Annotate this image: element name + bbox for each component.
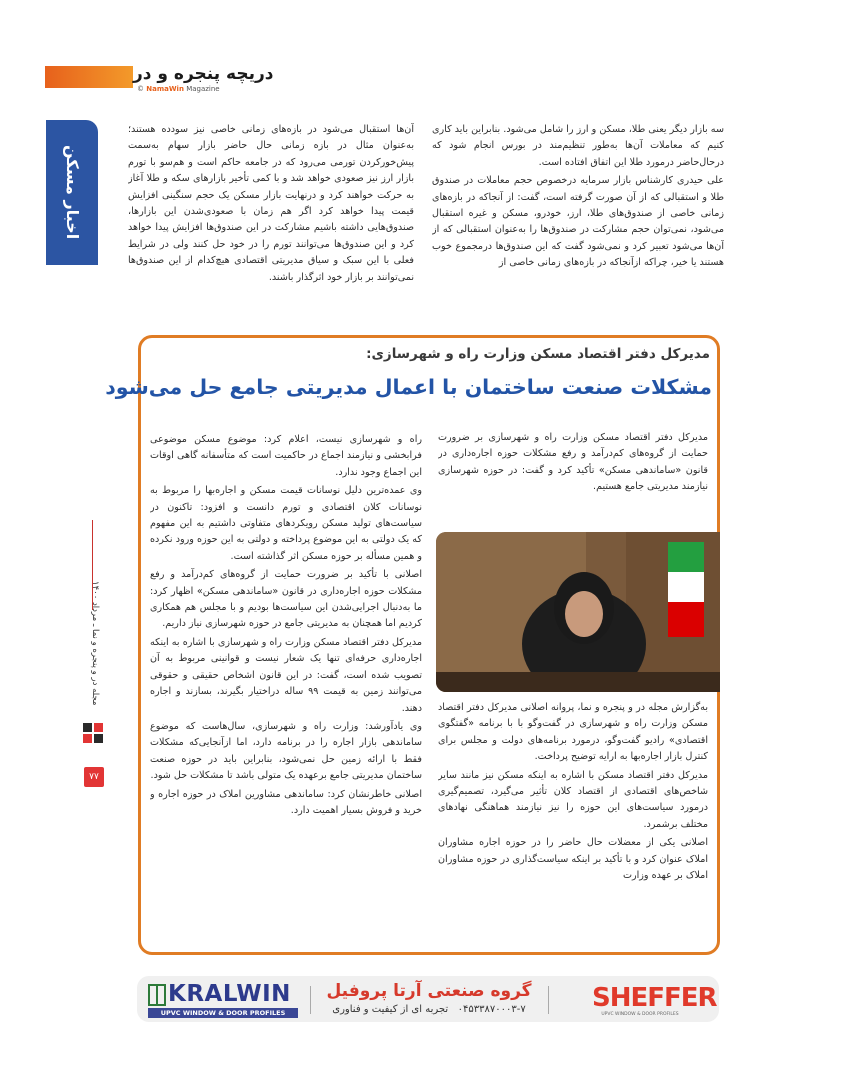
section-tab-label: اخبار مسکن xyxy=(63,145,82,240)
sheffer-ad[interactable] xyxy=(592,983,717,1017)
kralwin-tagline: UPVC WINDOW & DOOR PROFILES xyxy=(148,1008,298,1018)
paragraph: علی حیدری کارشناس بازار سرمایه درخصوص حجم معاملات در صندوق طلا و استقبالی که از آن صورت گرفته است، گفت: از آنجاکه در بازه‌های زمانی خاصی از صندوق‌های طلا، ارز، خودرو، مسکن و غیره استقبال می‌شود، نمی‌توان حجم مشارکت در صندوق‌ها را به‌عنوان استقبالی که از آن‌ها می‌شود تعبیر کرد و نمی‌شود گفت که این صندوق‌ها درمجموع خوب هستند یا خیر، چراکه ازآنجاکه در بازه‌های زمانی خاصی از xyxy=(432,175,724,269)
arta-slogan: تجربه ای از کیفیت و فناوری xyxy=(332,1004,449,1015)
sheffer-name: SHEFFER xyxy=(592,983,717,1013)
article-title: مشکلات صنعت ساختمان با اعمال مدیریتی جامع حل می‌شود xyxy=(105,375,712,399)
top-right-column xyxy=(432,122,724,327)
article-lead xyxy=(438,430,708,525)
ad-divider xyxy=(548,986,549,1014)
paragraph: به‌گزارش مجله در و پنجره و نما، پروانه اصلانی مدیرکل دفتر اقتصاد مسکن وزارت راه و شهرسازی در گفت‌وگو با با برنامه «گفتگوی اقتصادی» رادیو گفت‌وگو، درمورد برنامه‌های دولت و مجلس برای کنترل بازار اجاره‌بها به ارایه توضیح پرداخت. xyxy=(438,702,708,763)
magazine-logo xyxy=(45,64,274,96)
kralwin-name: KRALWIN xyxy=(168,981,291,1007)
paragraph: آن‌ها استقبال می‌شود در بازه‌های زمانی خاصی نیز سودده هستند؛ به‌عنوان مثال در بازه زمانی حال حاضر بازار سهام به‌سمت پیش‌خورکردن تورمی می‌رود که در جامعه حاکم است و هم‌سو با تورم بازار ارز نیز صعودی خواهد شد و با کمی تأخیر بازارهای سکه و طلا آغاز به حرکت خواهند کرد و درنهایت بازار مسکن یک حجم سنگینی افزایش قیمت پیدا خواهد کرد اگر هم زمان با صعودی‌شدن این بازارها، صندوق‌هایی داشته باشیم مشارکت در این صندوق‌ها افزایش پیدا خواهد کرد و این صندوق‌ها می‌توانند تورم را در خود حل کنند ولی در شرایط فعلی با این سبک و سیاق مدیریتی اقتصادی هیچ‌کدام از این صندوق‌ها نمی‌توانند بر بازار خود اثرگذار باشند. xyxy=(128,124,414,283)
window-icon xyxy=(148,984,166,1006)
paragraph: وی یادآورشد: وزارت راه و شهرسازی، سال‌هاست که موضوع ساماندهی بازار اجاره را در برنامه دارد، اما ازآنجایی‌که مشکلات فقط با ارائه زمین حل نمی‌شود، بنابراین باید در حوزه صنعت ساختمان مدیریتی جامع برعهده یک متولی باشد تا مشکلات حل شود. xyxy=(150,720,422,782)
paragraph: راه و شهرسازی نیست، اعلام کرد: موضوع مسکن موضوعی فرابخشی و نیازمند اجماع در حاکمیت است که متأسفانه گاهی اوقات این اجماع وجود ندارد. xyxy=(150,434,422,478)
logo-sub-brand: NamaWin xyxy=(146,85,184,93)
logo-bar xyxy=(45,66,133,88)
paragraph: اصلانی با تأکید بر ضرورت حمایت از گروه‌های کم‌درآمد و رفع مشکلات حوزه اجاره‌داری در قانون «ساماندهی مسکن» اظهار کرد: ما به‌دنبال اجرایی‌شدن این سیاست‌ها بودیم و با مجلس هم همکاری کردیم اما همچنان به مدیریتی جامع در حوزه شهرسازی نیاز داریم. xyxy=(150,569,422,630)
arta-phone: ۰۴۵۳۳۸۷۰۰۰۳-۷ xyxy=(457,1004,526,1015)
paragraph: سه بازار دیگر یعنی طلا، مسکن و ارز را شامل می‌شود. بنابراین باید کاری کنیم که معاملات آن‌ها به‌طور تنظیم‌مند در بورس انجام شود که درحال‌حاضر درمورد طلا این اتفاق افتاده است. xyxy=(432,124,724,168)
paragraph: مدیرکل دفتر اقتصاد مسکن وزارت راه و شهرسازی بر ضرورت حمایت از گروه‌های کم‌درآمد و رفع مشکلات حوزه اجاره‌داری در قانون «ساماندهی مسکن» تأکید کرد و گفت: در حوزه شهرسازی نیازمند مدیریتی جامع هستیم. xyxy=(438,432,708,493)
arta-title: گروه صنعتی آرتا پروفیل xyxy=(326,981,532,1001)
paragraph: وی عمده‌ترین دلیل نوسانات قیمت مسکن و اجاره‌بها را مربوط به نوسانات کلان اقتصادی و تورم دانست و افزود: تاکنون در سیاست‌های تولید مسکن رویکردهای متفاوتی داشتیم به این مفهوم که یک دولتی به این موضوع پرداخته و دولتی به این حوزه ورود نکرده و همین مسأله بر حوزه مسکن اثر گذاشته است. xyxy=(150,485,422,562)
ad-divider xyxy=(310,986,311,1014)
article-subtitle: مدیرکل دفتر اقتصاد مسکن وزارت راه و شهرسازی: xyxy=(366,346,710,362)
window-logo-icon xyxy=(80,720,106,746)
issue-info: مجله در و پنجره و نما ـ مرداد ۱۴۰۰ xyxy=(90,580,100,705)
article-left-column xyxy=(150,432,422,942)
top-left-column xyxy=(128,122,414,327)
official-photo xyxy=(436,532,720,692)
sheffer-tagline: UPVC WINDOW & DOOR PROFILES xyxy=(601,1012,679,1017)
logo-subtitle: © NamaWin Magazine xyxy=(137,85,220,93)
article-right-column xyxy=(438,700,708,945)
arta-subtitle xyxy=(320,1002,538,1018)
kralwin-ad[interactable] xyxy=(148,982,298,1018)
paragraph: اصلانی خاطرنشان کرد: ساماندهی مشاورین املاک در حوزه اجاره و خرید و فروش بسیار اهمیت دارد. xyxy=(150,788,422,816)
arta-ad[interactable] xyxy=(320,980,538,1018)
logo-brand: دریچه پنجره و در xyxy=(133,64,274,84)
paragraph: مدیرکل دفتر اقتصاد مسکن وزارت راه و شهرسازی با اشاره به اینکه اجاره‌داری حرفه‌ای تنها یک شعار نیست و قوانینی مربوط به آن تصویب شده است، گفت: در این قانون اشخاص حقیقی و حقوقی می‌توانند زمین به قیمت ۹۹ ساله دراختیار بگیرند، بسازند و اجاره دهند. xyxy=(150,636,422,714)
logo-sub-magazine: Magazine xyxy=(186,85,220,93)
page-number: ۷۷ xyxy=(84,767,104,787)
paragraph: اصلانی یکی از معضلات حال حاضر را در حوزه اجاره مشاوران املاک عنوان کرد و با تأکید بر اینکه سیاست‌گذاری در حوزه مشاوران املاک بر عهده وزارت xyxy=(438,837,708,882)
paragraph: مدیرکل دفتر اقتصاد مسکن با اشاره به اینکه مسکن نیز مانند سایر شاخص‌های اقتصادی از اقتصاد کلان تأثیر می‌گیرد، تصمیم‌گیری درمورد سیاست‌های این حوزه را نیز نیازمند هماهنگی نهادهای مختلف برشمرد. xyxy=(438,769,708,830)
section-tab xyxy=(46,120,98,265)
